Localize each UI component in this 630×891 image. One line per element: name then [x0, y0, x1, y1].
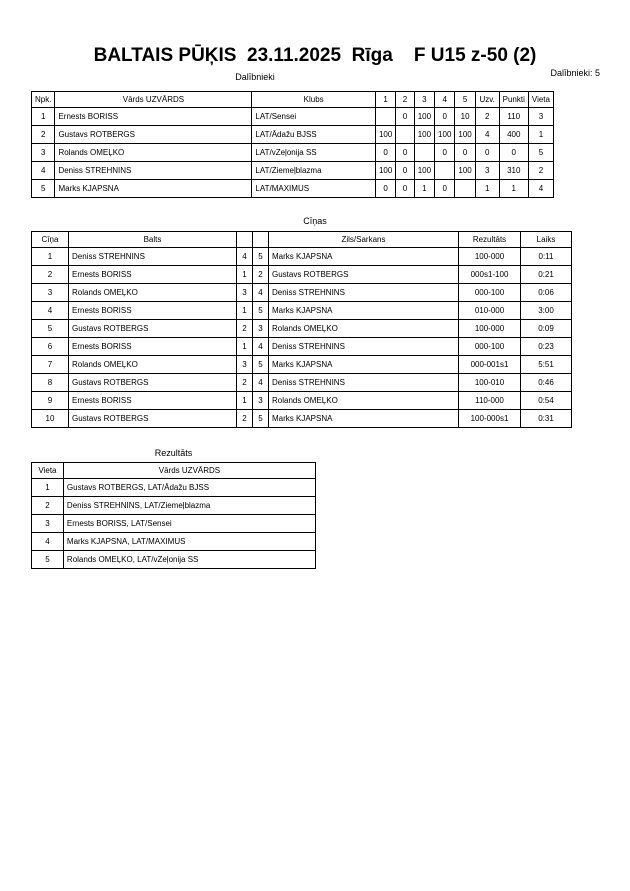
- bout-row-cell: 2: [237, 374, 253, 392]
- header-time: Laiks: [521, 232, 572, 248]
- bout-row-cell: Gustavs ROTBERGS: [69, 374, 237, 392]
- participant-row-cell: Gustavs ROTBERGS: [55, 126, 252, 144]
- bout-row-cell: 2: [32, 266, 69, 284]
- bout-row-cell: 0:11: [521, 248, 572, 266]
- results-header-row: [32, 463, 316, 479]
- bouts-table: [31, 231, 572, 428]
- header-result: Rezultāts: [459, 232, 521, 248]
- bout-row-cell: Marks KJAPSNA: [269, 248, 459, 266]
- participant-row-cell: 100: [375, 162, 395, 180]
- bout-row-cell: 2: [237, 320, 253, 338]
- participant-row: [32, 126, 554, 144]
- header-opp-2: 2: [396, 92, 414, 108]
- bout-row-cell: 2: [253, 266, 269, 284]
- participant-row-cell: LAT/Ziemeļblazma: [252, 162, 376, 180]
- bout-row: [32, 248, 572, 266]
- bout-row-cell: 2: [237, 410, 253, 428]
- bout-row: [32, 374, 572, 392]
- result-row-cell: Marks KJAPSNA, LAT/MAXIMUS: [63, 533, 315, 551]
- bout-row-cell: Rolands OMEĻKO: [69, 356, 237, 374]
- bout-row-cell: Ernests BORISS: [69, 338, 237, 356]
- bout-row: [32, 302, 572, 320]
- participant-row-cell: 1: [499, 180, 528, 198]
- bout-row-cell: Gustavs ROTBERGS: [69, 410, 237, 428]
- participants-header-row: [32, 92, 554, 108]
- header-res-name: Vārds UZVĀRDS: [63, 463, 315, 479]
- bout-row-cell: 0:09: [521, 320, 572, 338]
- participant-row: [32, 162, 554, 180]
- participant-row-cell: 3: [32, 144, 55, 162]
- result-row-cell: Deniss STREHNINS, LAT/Ziemeļblazma: [63, 497, 315, 515]
- bout-row-cell: 3: [253, 392, 269, 410]
- bout-row-cell: Deniss STREHNINS: [69, 248, 237, 266]
- result-row: [32, 551, 316, 569]
- bout-row-cell: 5: [253, 302, 269, 320]
- participant-row-cell: 400: [499, 126, 528, 144]
- participant-row-cell: 0: [435, 180, 455, 198]
- bout-row-cell: 0:31: [521, 410, 572, 428]
- bout-row-cell: 5:51: [521, 356, 572, 374]
- page-title: BALTAIS PŪĶIS 23.11.2025 Rīga F U15 z-50 (2): [93, 45, 537, 66]
- participant-row-cell: Ernests BORISS: [55, 108, 252, 126]
- participant-row-cell: 2: [32, 126, 55, 144]
- bout-row-cell: Deniss STREHNINS: [269, 284, 459, 302]
- bout-row-cell: 1: [32, 248, 69, 266]
- bout-row-cell: Ernests BORISS: [69, 302, 237, 320]
- participant-row-cell: 2: [475, 108, 499, 126]
- bout-row-cell: Gustavs ROTBERGS: [269, 266, 459, 284]
- bout-row-cell: 100-010: [459, 374, 521, 392]
- bout-row: [32, 266, 572, 284]
- bout-row-cell: 4: [253, 284, 269, 302]
- bout-row-cell: 10: [32, 410, 69, 428]
- participant-row-cell: 1: [475, 180, 499, 198]
- participant-row-cell: 5: [32, 180, 55, 198]
- bout-row-cell: 3: [32, 284, 69, 302]
- header-opp-3: 3: [414, 92, 434, 108]
- participants-count: Dalībnieki: 5: [550, 68, 600, 78]
- bout-row-cell: 0:21: [521, 266, 572, 284]
- result-row-cell: 2: [32, 497, 64, 515]
- bout-row: [32, 320, 572, 338]
- bout-row-cell: 1: [237, 392, 253, 410]
- header-wins: Uzv.: [475, 92, 499, 108]
- header-club: Klubs: [252, 92, 376, 108]
- bout-row-cell: 7: [32, 356, 69, 374]
- bout-row: [32, 356, 572, 374]
- header-blue-num: [253, 232, 269, 248]
- header-name: Vārds UZVĀRDS: [55, 92, 252, 108]
- header-opp-4: 4: [435, 92, 455, 108]
- result-row: [32, 515, 316, 533]
- bout-row-cell: 3: [237, 284, 253, 302]
- header-opp-5: 5: [455, 92, 475, 108]
- bout-row-cell: Rolands OMEĻKO: [269, 392, 459, 410]
- bout-row-cell: 100-000: [459, 248, 521, 266]
- bout-row-cell: 100-000s1: [459, 410, 521, 428]
- bout-row-cell: Ernests BORISS: [69, 392, 237, 410]
- bout-row-cell: 3: [253, 320, 269, 338]
- participant-row-cell: LAT/Sensei: [252, 108, 376, 126]
- participant-row-cell: 3: [475, 162, 499, 180]
- bout-row-cell: 0:54: [521, 392, 572, 410]
- participant-row-cell: 2: [528, 162, 553, 180]
- participant-row-cell: [455, 180, 475, 198]
- participant-row-cell: LAT/vZeļonija SS: [252, 144, 376, 162]
- results-table: [31, 462, 316, 569]
- participant-row-cell: 10: [455, 108, 475, 126]
- participant-row-cell: Rolands OMEĻKO: [55, 144, 252, 162]
- participant-row-cell: 1: [414, 180, 434, 198]
- result-row: [32, 479, 316, 497]
- bout-row-cell: 5: [253, 356, 269, 374]
- participant-row-cell: 5: [528, 144, 553, 162]
- result-row-cell: 5: [32, 551, 64, 569]
- participant-row-cell: 0: [396, 108, 414, 126]
- result-row-cell: Ernests BORISS, LAT/Sensei: [63, 515, 315, 533]
- bout-row-cell: 1: [237, 266, 253, 284]
- participant-row-cell: 4: [475, 126, 499, 144]
- participant-row-cell: 100: [455, 126, 475, 144]
- participant-row-cell: 0: [475, 144, 499, 162]
- participants-caption: Dalībnieki: [235, 72, 275, 82]
- bout-row: [32, 410, 572, 428]
- participant-row: [32, 108, 554, 126]
- bouts-caption: Cīņas: [303, 216, 327, 226]
- participant-row-cell: [396, 126, 414, 144]
- participant-row-cell: 0: [396, 162, 414, 180]
- result-row-cell: 4: [32, 533, 64, 551]
- participant-row-cell: [435, 162, 455, 180]
- bout-row-cell: 4: [237, 248, 253, 266]
- header-place: Vieta: [528, 92, 553, 108]
- bout-row: [32, 392, 572, 410]
- bout-row-cell: 5: [32, 320, 69, 338]
- header-white-num: [237, 232, 253, 248]
- bout-row-cell: 1: [237, 302, 253, 320]
- bouts-header-row: [32, 232, 572, 248]
- results-caption: Rezultāts: [154, 448, 193, 458]
- participant-row: [32, 144, 554, 162]
- participant-row-cell: 100: [414, 162, 434, 180]
- bout-row-cell: 5: [253, 248, 269, 266]
- participant-row-cell: 0: [435, 108, 455, 126]
- bout-row: [32, 284, 572, 302]
- result-row-cell: Rolands OMEĻKO, LAT/vZeļonija SS: [63, 551, 315, 569]
- participant-row-cell: [414, 144, 434, 162]
- bout-row-cell: 4: [253, 374, 269, 392]
- bout-row-cell: 3: [237, 356, 253, 374]
- participant-row-cell: Marks KJAPSNA: [55, 180, 252, 198]
- participant-row-cell: LAT/MAXIMUS: [252, 180, 376, 198]
- bout-row-cell: Marks KJAPSNA: [269, 302, 459, 320]
- bout-row-cell: 1: [237, 338, 253, 356]
- bout-row-cell: 010-000: [459, 302, 521, 320]
- bout-row-cell: 4: [32, 302, 69, 320]
- header-opp-1: 1: [375, 92, 395, 108]
- participant-row-cell: 4: [528, 180, 553, 198]
- participant-row-cell: 0: [396, 180, 414, 198]
- bout-row-cell: 0:23: [521, 338, 572, 356]
- participant-row-cell: LAT/Ādažu BJSS: [252, 126, 376, 144]
- participant-row-cell: 1: [32, 108, 55, 126]
- participant-row: [32, 180, 554, 198]
- bout-row-cell: 000-001s1: [459, 356, 521, 374]
- bout-row-cell: 0:06: [521, 284, 572, 302]
- participant-row-cell: 100: [375, 126, 395, 144]
- bout-row-cell: 000-100: [459, 284, 521, 302]
- header-bout: Cīņa: [32, 232, 69, 248]
- participants-table: [31, 91, 554, 198]
- participant-row-cell: [375, 108, 395, 126]
- bout-row-cell: 000s1-100: [459, 266, 521, 284]
- bout-row-cell: 4: [253, 338, 269, 356]
- bout-row-cell: Ernests BORISS: [69, 266, 237, 284]
- bout-row-cell: Rolands OMEĻKO: [269, 320, 459, 338]
- participant-row-cell: 100: [455, 162, 475, 180]
- participant-row-cell: 3: [528, 108, 553, 126]
- bout-row-cell: 3:00: [521, 302, 572, 320]
- bout-row-cell: Deniss STREHNINS: [269, 338, 459, 356]
- participant-row-cell: 0: [375, 180, 395, 198]
- bout-row: [32, 338, 572, 356]
- bout-row-cell: 110-000: [459, 392, 521, 410]
- bout-row-cell: 9: [32, 392, 69, 410]
- participant-row-cell: 0: [455, 144, 475, 162]
- header-res-place: Vieta: [32, 463, 64, 479]
- header-npk: Npk.: [32, 92, 55, 108]
- bout-row-cell: 8: [32, 374, 69, 392]
- participant-row-cell: 1: [528, 126, 553, 144]
- result-row: [32, 533, 316, 551]
- participant-row-cell: 0: [396, 144, 414, 162]
- bout-row-cell: 000-100: [459, 338, 521, 356]
- bout-row-cell: 5: [253, 410, 269, 428]
- result-row-cell: 1: [32, 479, 64, 497]
- participant-row-cell: 0: [499, 144, 528, 162]
- bout-row-cell: 100-000: [459, 320, 521, 338]
- bout-row-cell: Marks KJAPSNA: [269, 410, 459, 428]
- participant-row-cell: 100: [435, 126, 455, 144]
- header-blue: Zils/Sarkans: [269, 232, 459, 248]
- result-row-cell: 3: [32, 515, 64, 533]
- bout-row-cell: 6: [32, 338, 69, 356]
- participant-row-cell: 4: [32, 162, 55, 180]
- bout-row-cell: 0:46: [521, 374, 572, 392]
- participant-row-cell: 100: [414, 108, 434, 126]
- participant-row-cell: 0: [435, 144, 455, 162]
- header-white: Balts: [69, 232, 237, 248]
- header-points: Punkti: [499, 92, 528, 108]
- participant-row-cell: 0: [375, 144, 395, 162]
- participant-row-cell: Deniss STREHNINS: [55, 162, 252, 180]
- result-row: [32, 497, 316, 515]
- bout-row-cell: Marks KJAPSNA: [269, 356, 459, 374]
- participant-row-cell: 310: [499, 162, 528, 180]
- result-row-cell: Gustavs ROTBERGS, LAT/Ādažu BJSS: [63, 479, 315, 497]
- bout-row-cell: Deniss STREHNINS: [269, 374, 459, 392]
- participant-row-cell: 110: [499, 108, 528, 126]
- participant-row-cell: 100: [414, 126, 434, 144]
- bout-row-cell: Gustavs ROTBERGS: [69, 320, 237, 338]
- bout-row-cell: Rolands OMEĻKO: [69, 284, 237, 302]
